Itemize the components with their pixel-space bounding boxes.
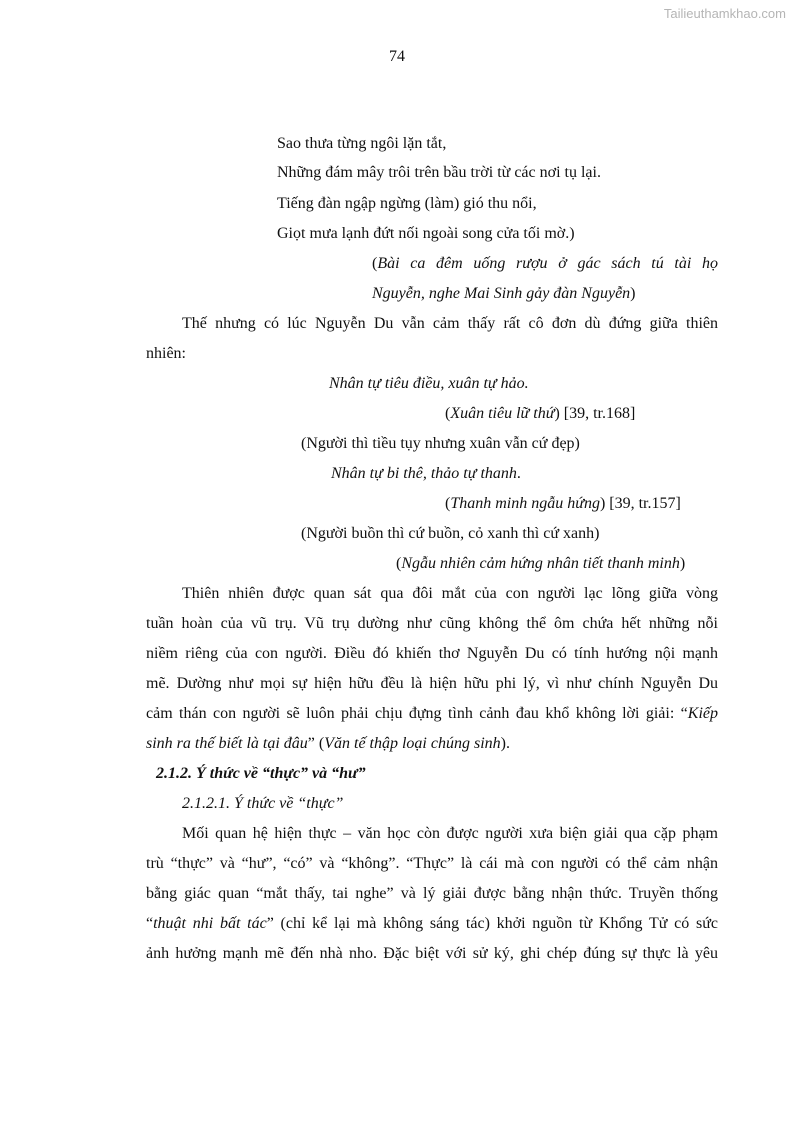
paragraph-2-line-1: Thiên nhiên được quan sát qua đôi mắt của con người lạc lõng giữa vòng (182, 585, 718, 602)
quote-2-source-2: (Ngẫu nhiên cảm hứng nhân tiết thanh minh) (396, 555, 686, 572)
paragraph-1-line-1: Thế nhưng có lúc Nguyễn Du vẫn cảm thấy rất cô đơn dù đứng giữa thiên (182, 315, 718, 332)
subsection-heading-2-1-2-1: 2.1.2.1. Ý thức về “thực” (182, 795, 344, 812)
poem-line-1: Sao thưa từng ngôi lặn tắt, (277, 135, 447, 152)
section-heading-2-1-2: 2.1.2. Ý thức về “thực” và “hư” (156, 765, 366, 782)
paragraph-3-line-3: bằng giác quan “mắt thấy, tai nghe” và lý giải được bằng nhận thức. Truyền thống (146, 885, 718, 902)
quote-2-verse: Nhân tự bi thê, thảo tự thanh. (331, 465, 521, 482)
paragraph-2-line-4: mẽ. Dường như mọi sự hiện hữu đều là hiện hữu phi lý, vì như chính Nguyễn Du (146, 675, 718, 692)
poem-line-2: Những đám mây trôi trên bầu trời từ các nơi tụ lại. (277, 164, 601, 181)
watermark: Tailieuthamkhao.com (663, 6, 786, 21)
quote-1-verse: Nhân tự tiêu điều, xuân tự hảo. (329, 375, 529, 392)
paragraph-3-line-4: “thuật nhi bất tác” (chỉ kể lại mà không sáng tác) khởi nguồn từ Khổng Tử có sức (146, 915, 718, 932)
paragraph-3-line-5: ảnh hưởng mạnh mẽ đến nhà nho. Đặc biệt với sử ký, ghi chép đúng sự thực là yêu (146, 945, 718, 962)
quote-2-source: (Thanh minh ngẫu hứng) [39, tr.157] (445, 495, 681, 512)
quote-2-translation: (Người buồn thì cứ buồn, cỏ xanh thì cứ xanh) (301, 525, 600, 542)
paragraph-2-line-6: sinh ra thế biết là tại đâu” (Văn tế thập loại chúng sinh). (146, 735, 510, 752)
quote-1-translation: (Người thì tiều tụy nhưng xuân vẫn cứ đẹp) (301, 435, 580, 452)
quote-1-source: (Xuân tiêu lữ thứ) [39, tr.168] (445, 405, 636, 422)
paragraph-2-line-2: tuần hoàn của vũ trụ. Vũ trụ dường như cũng không thể ôm chứa hết những nỗi (146, 615, 718, 632)
poem-source-line-2: Nguyễn, nghe Mai Sinh gảy đàn Nguyễn) (372, 285, 636, 302)
poem-line-3: Tiếng đàn ngập ngừng (làm) gió thu nổi, (277, 195, 537, 212)
paragraph-3-line-2: trù “thực” và “hư”, “có” và “không”. “Thực” là cái mà con người có thể cảm nhận (146, 855, 718, 872)
paragraph-2-line-5: cảm thán con người sẽ luôn phải chịu đựng tình cảnh đau khổ không lời giải: “Kiếp (146, 705, 718, 722)
paragraph-1-line-2: nhiên: (146, 345, 186, 362)
poem-source-line-1: (Bài ca đêm uống rượu ở gác sách tú tài họ (372, 255, 718, 272)
paragraph-3-line-1: Mối quan hệ hiện thực – văn học còn được người xưa biện giải qua cặp phạm (182, 825, 718, 842)
page-number: 74 (389, 48, 405, 65)
paragraph-2-line-3: niềm riêng của con người. Điều đó khiến thơ Nguyễn Du có tính hướng nội mạnh (146, 645, 718, 662)
poem-line-4: Giọt mưa lạnh đứt nối ngoài song cửa tối mờ.) (277, 225, 575, 242)
